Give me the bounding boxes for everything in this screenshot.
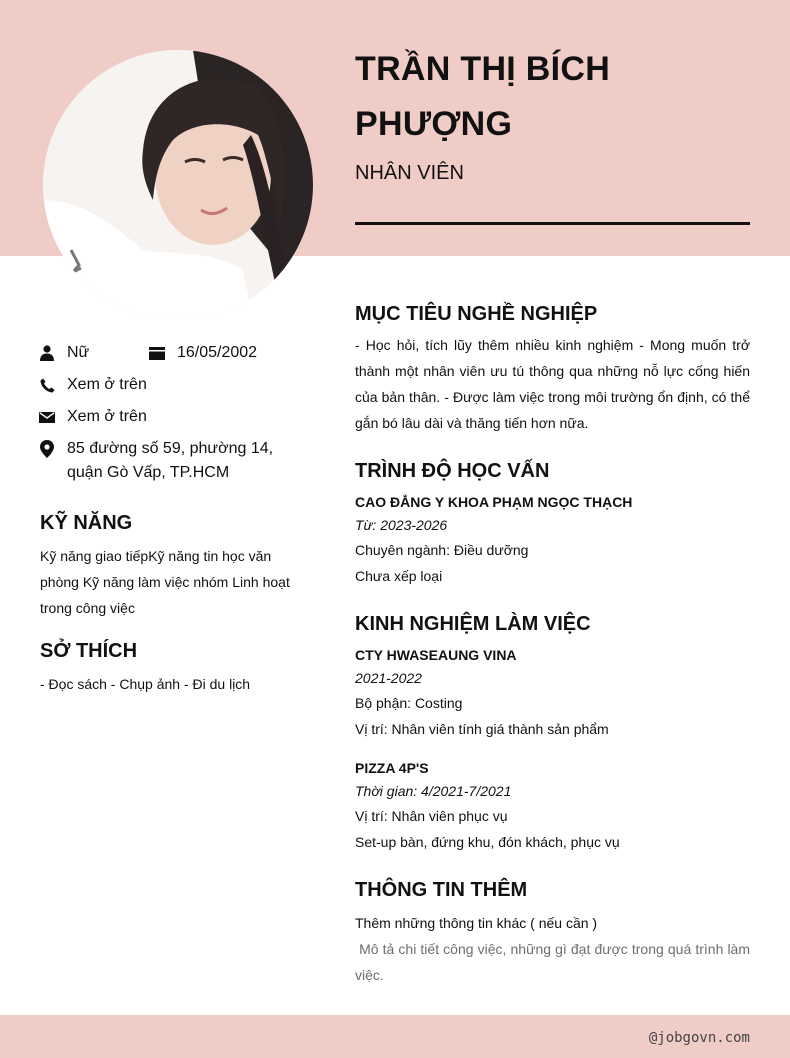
job-detail: Vị trí: Nhân viên phục vụ: [355, 808, 508, 824]
education-major: Chuyên ngành: Điều dưỡng: [355, 542, 529, 558]
person-icon: [38, 341, 56, 365]
job-detail: Vị trí: Nhân viên tính giá thành sản phẩm: [355, 721, 609, 737]
job-company: CTY HWASEAUNG VINA: [355, 647, 517, 663]
email-row: [38, 405, 147, 429]
hobbies-heading: SỞ THÍCH: [40, 640, 138, 662]
phone-icon: [38, 373, 56, 397]
experience-heading: KINH NGHIỆM LÀM VIỆC: [355, 613, 591, 635]
job-period: Thời gian: 4/2021-7/2021: [355, 783, 512, 799]
location-pin-icon: [38, 437, 56, 461]
education-grade: Chưa xếp loại: [355, 568, 443, 584]
extra-line-1: Thêm những thông tin khác ( nếu cần ): [355, 915, 598, 931]
position-title: NHÂN VIÊN: [355, 162, 464, 184]
candidate-name: [355, 42, 655, 152]
education-period: Từ: 2023-2026: [355, 517, 448, 533]
job-company: PIZZA 4P'S: [355, 760, 429, 776]
gender-row: [38, 341, 89, 365]
objective-heading: MỤC TIÊU NGHỀ NGHIỆP: [355, 303, 598, 325]
objective-text: - Học hỏi, tích lũy thêm nhiều kinh nghiệm - Mong muốn trở thành một nhân viên ưu tú thông qua những nỗ lực cống hiến của bản thân. - Được làm việc trong môi trường ổn định, có thể gắn bó lâu dài và thăng tiến hơn nữa.: [355, 337, 750, 431]
job-detail: Set-up bàn, đứng khu, đón khách, phục vụ: [355, 834, 620, 850]
job-period: 2021-2022: [355, 670, 422, 686]
skills-heading: KỸ NĂNG: [40, 512, 133, 534]
job-detail: Bộ phận: Costing: [355, 695, 463, 711]
portrait-illustration: [43, 50, 313, 320]
skills-text: Kỹ năng giao tiếpKỹ năng tin học văn phòng Kỹ năng làm việc nhóm Linh hoạt trong công việc: [40, 548, 290, 616]
phone-value: Xem ở trên: [67, 376, 147, 393]
dob-row: [148, 341, 257, 365]
education-heading: TRÌNH ĐỘ HỌC VẤN: [355, 460, 550, 482]
name-line-2: PHƯỢNG: [355, 105, 513, 143]
extra-heading: THÔNG TIN THÊM: [355, 879, 528, 901]
phone-row: [38, 373, 147, 397]
hobbies-text: - Đọc sách - Chụp ảnh - Đi du lịch: [40, 676, 251, 692]
address-value: 85 đường số 59, phường 14, quận Gò Vấp, TP.HCM: [67, 440, 274, 481]
footer-brand: @jobgovn.com: [648, 1030, 750, 1046]
extra-line-2: Mô tả chi tiết công việc, những gì đạt được trong quá trình làm việc.: [355, 941, 754, 983]
email-value: Xem ở trên: [67, 408, 147, 425]
profile-photo: [43, 50, 313, 320]
header-divider: [355, 222, 750, 225]
school-name: CAO ĐẲNG Y KHOA PHẠM NGỌC THẠCH: [355, 494, 633, 510]
name-line-1: TRẦN THỊ BÍCH: [355, 50, 611, 88]
calendar-icon: [148, 341, 166, 365]
mail-icon: [38, 405, 56, 429]
address-row: [38, 437, 308, 485]
gender-value: Nữ: [67, 344, 90, 361]
dob-value: 16/05/2002: [177, 344, 258, 361]
